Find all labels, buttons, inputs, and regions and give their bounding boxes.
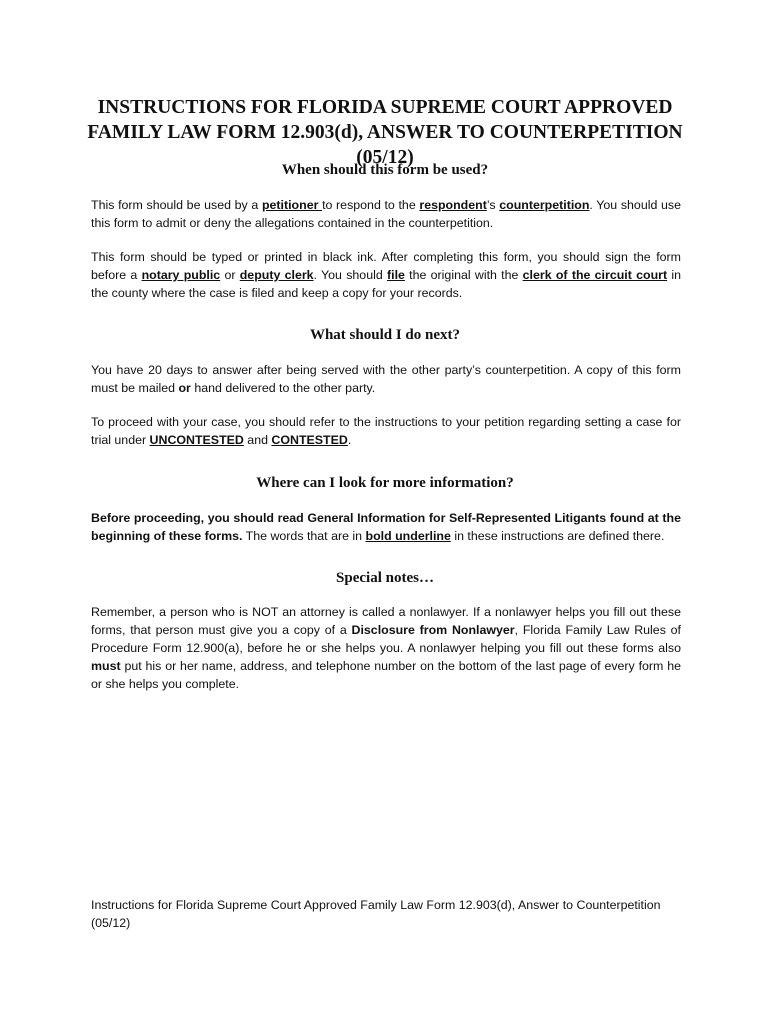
- paragraph-nonlawyer-notes: Remember, a person who is NOT an attorney is called a nonlawyer. If a nonlawyer helps you fill out these forms, that person must give you a copy of a Disclosure from Nonlawyer, Florida Family Law Rules of Procedure Form 12.900(a), before he or she helps you. A nonlawyer helping you fill out these forms also must put his or her name, address, and telephone number on the bottom of the last page of every form he or she helps you complete.: [91, 605, 681, 691]
- term-clerk-of-circuit-court: clerk of the circuit court: [522, 268, 668, 282]
- term-counterpetition: counterpetition: [499, 198, 590, 212]
- term-respondent: respondent: [419, 198, 487, 212]
- paragraph-answer-deadline: You have 20 days to answer after being served with the other party’s counterpetition. A copy of this form must be mailed or hand delivered to the other party.: [91, 363, 681, 395]
- document-title: INSTRUCTIONS FOR FLORIDA SUPREME COURT APPROVED FAMILY LAW FORM 12.903(d), ANSWER TO COUNTERPETITION (05/12): [87, 97, 683, 168]
- term-or: or: [178, 381, 191, 395]
- term-deputy-clerk: deputy clerk: [239, 268, 314, 282]
- term-file: file: [387, 268, 405, 282]
- heading-when-to-use: When should this form be used?: [281, 162, 489, 178]
- term-must: must: [91, 659, 121, 673]
- term-petitioner: petitioner: [261, 198, 323, 212]
- term-bold-underline: bold underline: [365, 529, 451, 543]
- paragraph-general-information: Before proceeding, you should read General Information for Self-Represented Litigants found at the beginning of these forms. The words that are in bold underline in these instructions are defined there.: [91, 511, 681, 543]
- term-contested: CONTESTED: [271, 433, 348, 447]
- paragraph-form-usage: This form should be used by a petitioner to respond to the respondent’s counterpetition. You should use this form to admit or deny the allegations contained in the counterpetition.: [91, 198, 681, 230]
- paragraph-proceed: To proceed with your case, you should refer to the instructions to your petition regarding setting a case for trial under UNCONTESTED and CONTESTED.: [91, 415, 681, 447]
- paragraph-filing-instructions: This form should be typed or printed in black ink. After completing this form, you should sign the form before a notary public or deputy clerk. You should file the original with the clerk of the circuit court in the county where the case is filed and keep a copy for your records.: [91, 250, 682, 300]
- heading-what-next: What should I do next?: [309, 327, 461, 343]
- heading-more-information: Where can I look for more information?: [256, 475, 514, 491]
- term-uncontested: UNCONTESTED: [149, 433, 244, 447]
- term-notary-public: notary public: [141, 268, 221, 282]
- page-footer: Instructions for Florida Supreme Court Approved Family Law Form 12.903(d), Answer to Counterpetition (05/12): [91, 898, 661, 930]
- term-disclosure-from-nonlawyer: Disclosure from Nonlawyer: [351, 623, 515, 637]
- heading-special-notes: Special notes…: [336, 570, 434, 586]
